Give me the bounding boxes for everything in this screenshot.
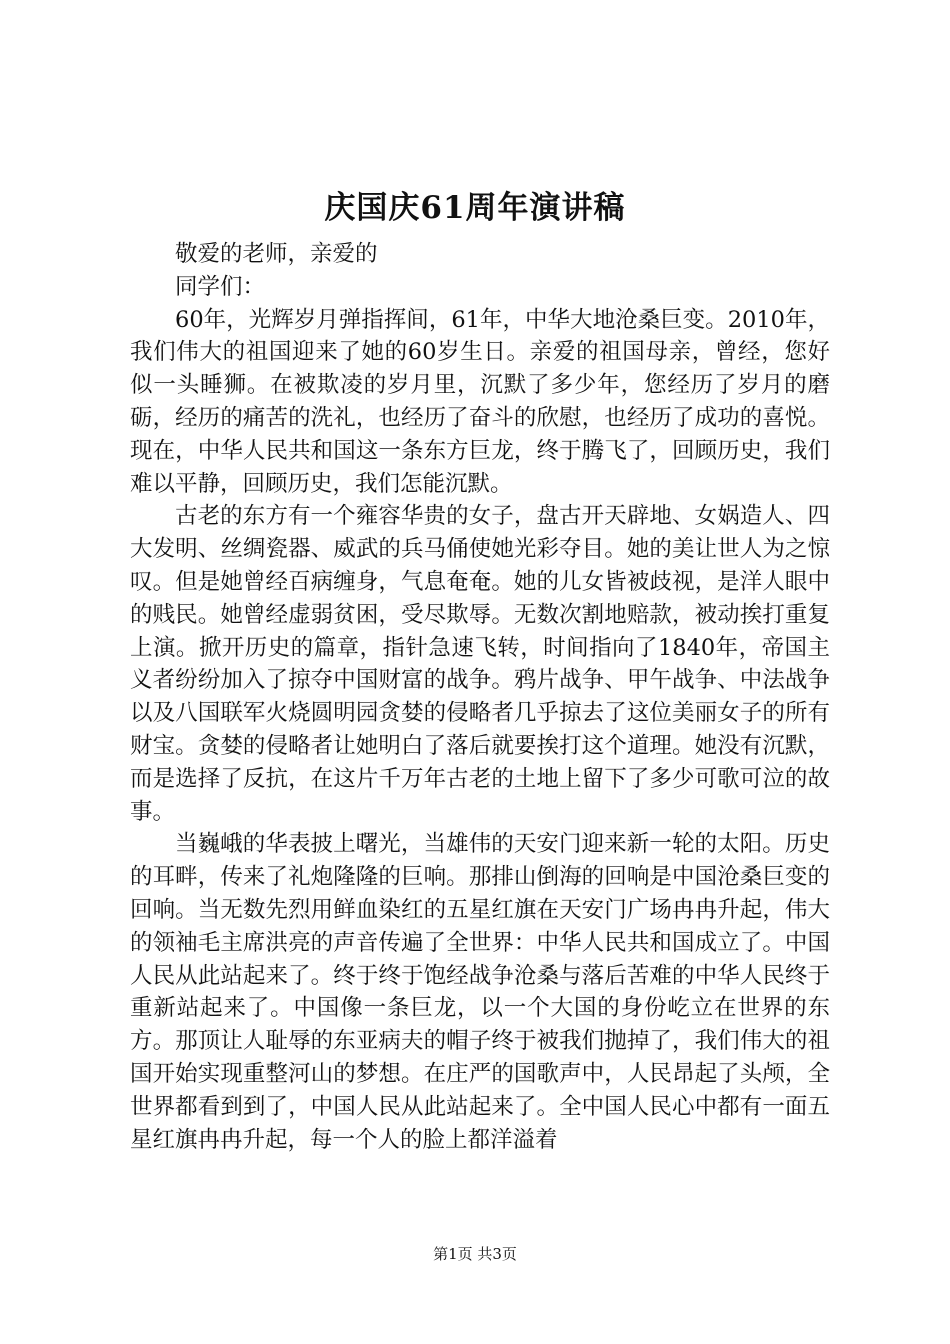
paragraph-1: 60年，光辉岁月弹指挥间，61年，中华大地沧桑巨变。2010年，我们伟大的祖国迎来了她的60岁生日。亲爱的祖国母亲，曾经，您好似一头睡狮。在被欺凌的岁月里，沉默了多少年，您经历了岁月的磨砺，经历的痛苦的洗礼，也经历了奋斗的欣慰，也经历了成功的喜悦。现在，中华人民共和国这一条东方巨龙，终于腾飞了，回顾历史，我们难以平静，回顾历史，我们怎能沉默。	[130, 306, 830, 497]
paragraph-3: 当巍峨的华表披上曙光，当雄伟的天安门迎来新一轮的太阳。历史的耳畔，传来了礼炮隆隆的巨响。那排山倒海的回响是中国沧桑巨变的回响。当无数先烈用鲜血染红的五星红旗在天安门广场冉冉升起，伟大的领袖毛主席洪亮的声音传遍了全世界：中华人民共和国成立了。中国人民从此站起来了。终于终于饱经战争沧桑与落后苦难的中华人民终于重新站起来了。中国像一条巨龙，以一个大国的身份屹立在世界的东方。那顶让人耻辱的东亚病夫的帽子终于被我们抛掉了，我们伟大的祖国开始实现重整河山的梦想。在庄严的国歌声中，人民昂起了头颅，全世界都看到到了，中国人民从此站起来了。全中国人民心中都有一面五星红旗冉冉升起，每一个人的脸上都洋溢着	[130, 831, 830, 1153]
salutation-line-2: 同学们：	[175, 273, 266, 300]
page-title: 庆国庆61周年演讲稿	[324, 190, 626, 226]
page-footer: 第1页 共3页	[433, 1245, 517, 1263]
document-body	[130, 238, 830, 1156]
salutation-line-1: 敬爱的老师，亲爱的	[175, 241, 378, 267]
paragraph-2: 古老的东方有一个雍容华贵的女子，盘古开天辟地、女娲造人、四大发明、丝绸瓷器、威武的兵马俑使她光彩夺目。她的美让世人为之惊叹。但是她曾经百病缠身，气息奄奄。她的儿女皆被歧视，是洋人眼中的贱民。她曾经虚弱贫困，受尽欺辱。无数次割地赔款，被动挨打重复上演。掀开历史的篇章，指针急速飞转，时间指向了1840年，帝国主义者纷纷加入了掠夺中国财富的战争。鸦片战争、甲午战争、中法战争以及八国联军火烧圆明园贪婪的侵略者几乎掠去了这位美丽女子的所有财宝。贪婪的侵略者让她明白了落后就要挨打这个道理。她没有沉默，而是选择了反抗，在这片千万年古老的土地上留下了多少可歌可泣的故事。	[130, 503, 830, 825]
